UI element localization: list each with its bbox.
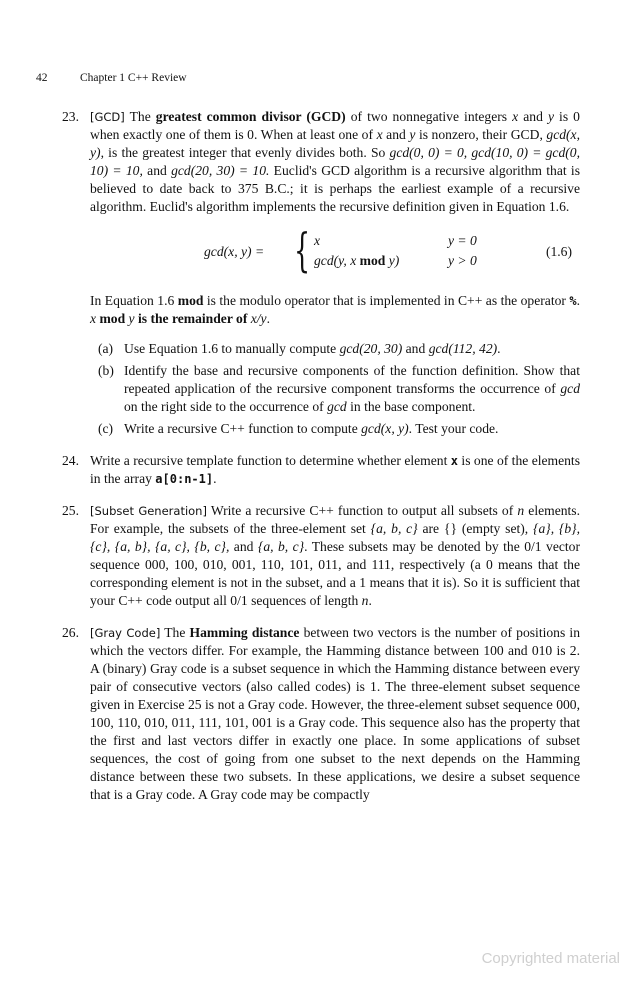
math-expr: gcd(x, y) <box>361 421 409 436</box>
math-expr: gcd(112, 42) <box>428 341 498 356</box>
text: Euclid's GCD algorithm is a recursive algorithm that is believed to date back to 375 B.C.; it is perhaps the earliest example of a recursive algorithm. Euclid's algorithm implements the recursive definition given in Equation 1.6. <box>90 163 580 214</box>
exercise-23-mod-paragraph <box>90 292 580 328</box>
equation-1-6 <box>90 223 580 277</box>
mod-operator: mod <box>96 311 129 326</box>
exercise-23-intro <box>90 108 580 216</box>
math-expr: x/y <box>250 311 267 326</box>
text: is nonzero, their GCD, <box>415 127 547 142</box>
math-expr: {a}, {b}, {c}, {a, b}, {a, c}, {b, c}, <box>90 521 581 554</box>
exercise-tag: [Gray Code] <box>90 626 161 640</box>
math-var: y <box>547 109 554 124</box>
text: elements. For example, the subsets of the three-element set <box>90 503 580 536</box>
exercise-number: 26. <box>62 625 79 640</box>
text: is the remainder of <box>134 311 251 326</box>
running-title: Chapter 1 C++ Review <box>80 72 187 84</box>
text: of two nonnegative integers <box>345 109 513 124</box>
text: . <box>213 471 217 486</box>
math-expr: gcd(20, 30) <box>339 341 403 356</box>
math-var: y <box>409 127 416 142</box>
exercise-number: 25. <box>62 503 79 518</box>
math-var: n <box>517 503 525 518</box>
text: are {} (empty set), <box>417 521 534 536</box>
text: , is the greatest integer that evenly divides both. So <box>100 145 390 160</box>
mod-operator: mod <box>359 253 386 268</box>
math-expr: y) <box>385 253 400 268</box>
text: . <box>266 311 271 326</box>
text: is 0 when exactly one of them is 0. When at least one of <box>90 109 580 142</box>
subpart-label: (b) <box>98 363 114 378</box>
math-expr: gcd <box>560 381 580 396</box>
text: In Equation 1.6 <box>90 293 178 308</box>
code-identifier: a[0:n-1] <box>155 472 214 486</box>
text: Write a recursive template function to determine whether element <box>90 453 451 468</box>
math-expr: gcd(20, 30) = 10. <box>171 163 270 178</box>
math-var: n <box>361 593 369 608</box>
math-var: x <box>512 109 519 124</box>
equation-case-2 <box>314 252 399 270</box>
math-expr: gcd(y, x <box>314 253 360 268</box>
math-expr: {a, b, c} <box>257 539 305 554</box>
text: . <box>576 293 581 308</box>
text: Write a recursive C++ function to output all subsets of <box>206 503 518 518</box>
math-expr: {a, b, c} <box>370 521 418 536</box>
text: and <box>229 539 258 554</box>
text: Identify the base and recursive components of the function definition. Show that repeated application of the recursive component transforms the occurrence of <box>124 363 580 396</box>
math-expr: gcd(x, y) <box>90 127 580 160</box>
text: and <box>518 109 548 124</box>
text: The <box>124 109 156 124</box>
subpart-a <box>90 340 580 358</box>
code-identifier: x <box>450 454 459 468</box>
text: and <box>382 127 410 142</box>
subpart-label: (a) <box>98 341 114 356</box>
code-operator: % <box>569 294 577 308</box>
text: Use Equation 1.6 to manually compute <box>124 341 340 356</box>
exercise-tag: [GCD] <box>90 110 125 124</box>
text: . Test your code. <box>408 421 499 436</box>
exercise-number: 23. <box>62 109 79 124</box>
exercise-26 <box>60 624 580 804</box>
math-var: x <box>376 127 383 142</box>
exercise-number: 24. <box>62 453 79 468</box>
exercise-tag: [Subset Generation] <box>90 504 207 518</box>
subpart-label: (c) <box>98 421 114 436</box>
text: in the base component. <box>346 399 476 414</box>
text: and <box>142 163 172 178</box>
math-var: x <box>90 311 97 326</box>
bold-term: greatest common divisor (GCD) <box>155 109 346 124</box>
math-var: y <box>128 311 135 326</box>
text: . These subsets may be denoted by the 0/1 vector sequence 000, 100, 010, 001, 110, 101, 011, and 111, respectively (a 0 means that the corresponding element is not in the subset, and a 1 means that it is). So it is sufficient that your C++ code output all 0/1 sequences of length <box>90 539 580 608</box>
math-expr: gcd(0, 0) = 0, gcd(10, 0) = gcd(0, 10) = 10, <box>90 145 580 178</box>
exercise-25 <box>60 502 580 610</box>
text: is the modulo operator that is implemented in C++ as the operator <box>203 293 570 308</box>
text: is one of the elements in the array <box>90 453 581 486</box>
exercise-24 <box>60 452 580 488</box>
page-body <box>60 108 580 818</box>
page-number: 42 <box>36 72 48 84</box>
exercise-23 <box>60 108 580 438</box>
math-expr: gcd <box>327 399 347 414</box>
text: . <box>368 593 372 608</box>
running-header <box>36 72 187 84</box>
left-brace-icon: { <box>294 223 311 277</box>
equation-condition-1: y = 0 <box>448 233 477 248</box>
text: The <box>160 625 190 640</box>
equation-case-1: x <box>314 233 321 248</box>
text: and <box>402 341 429 356</box>
text: . <box>497 341 501 356</box>
text: between two vectors is the number of positions in which the vectors differ. For example, the Hamming distance between 100 and 010 is 2. A (binary) Gray code is a subset sequence in which the Hamming distance between every pair of consecutive vectors (also called codes) is 1. The three-element subset sequence given in Exercise 25 is not a Gray code. However, the three-element subset sequence 000, 100, 110, 010, 011, 111, 101, 001 is a Gray code. This sequence also has the property that the first and last vectors differ in exactly one place. In some applications of subset sequences, the cost of going from one subset to the next depends on the Hamming distance between these two subsets. In these applications, we desire a subset sequence that is a Gray code. A Gray code may be compactly <box>90 625 580 802</box>
text: on the right side to the occurrence of <box>124 399 328 414</box>
text: Write a recursive C++ function to compute <box>124 421 362 436</box>
equation-condition-2: y > 0 <box>448 253 477 268</box>
equation-lhs: gcd(x, y) = <box>204 244 265 259</box>
bold-term: Hamming distance <box>189 625 300 640</box>
mod-operator: mod <box>177 293 204 308</box>
equation-label: (1.6) <box>545 244 572 259</box>
watermark: Copyrighted material <box>481 950 620 967</box>
subpart-c <box>90 420 580 438</box>
subpart-b <box>90 362 580 416</box>
